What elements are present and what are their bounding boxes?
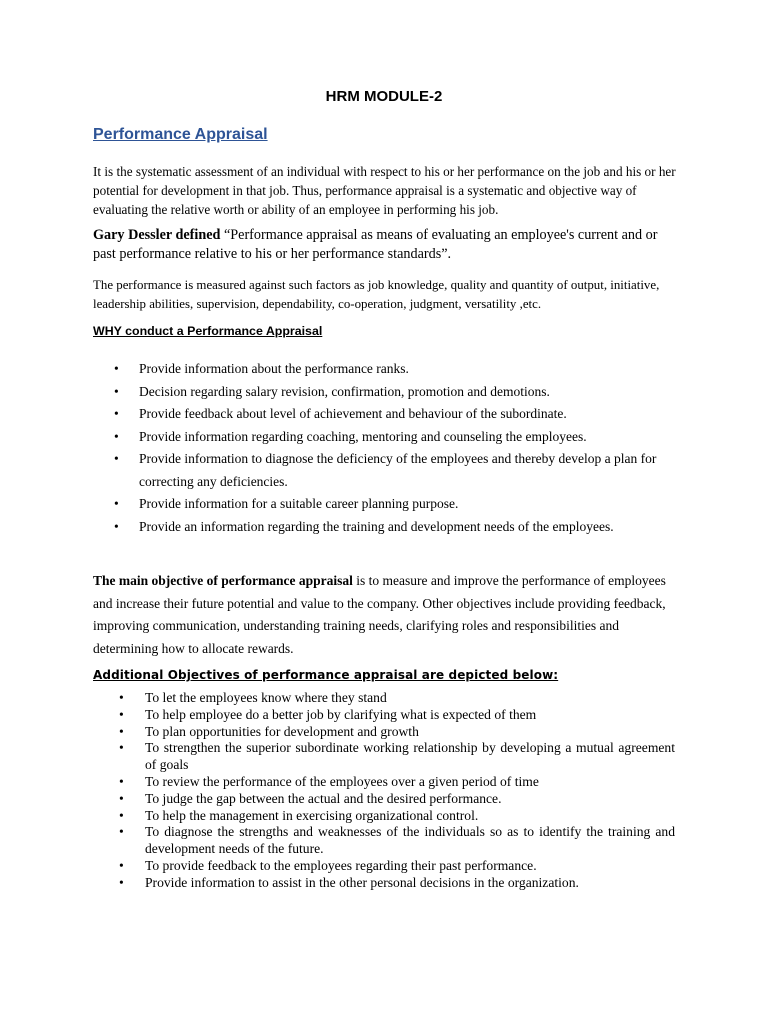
- list-item-text: Provide information to assist in the other personal decisions in the organization.: [145, 874, 579, 890]
- list-item: [93, 808, 675, 825]
- bullet-icon: •: [119, 874, 124, 890]
- additional-list: [93, 690, 675, 892]
- list-item-text: Provide feedback about level of achievement and behaviour of the subordinate.: [139, 406, 567, 421]
- list-item-text: To provide feedback to the employees regarding their past performance.: [145, 857, 537, 873]
- bullet-icon: •: [114, 518, 119, 534]
- list-item: [93, 875, 675, 892]
- list-item: [93, 858, 675, 875]
- why-list: [93, 358, 693, 538]
- list-item-text: Decision regarding salary revision, confirmation, promotion and demotions.: [139, 383, 550, 399]
- bullet-icon: •: [114, 451, 119, 466]
- list-item-text: Provide information regarding coaching, mentoring and counseling the employees.: [139, 428, 587, 444]
- list-item: [93, 493, 693, 516]
- bullet-icon: •: [119, 857, 124, 873]
- bullet-icon: •: [119, 790, 124, 806]
- list-item: [93, 448, 693, 493]
- list-item-text: Provide information to diagnose the deficiency of the employees and thereby develop a plan for correcting any deficiencies.: [139, 451, 657, 489]
- list-item: [93, 824, 675, 858]
- bullet-icon: •: [114, 361, 119, 376]
- dessler-paragraph: [93, 226, 683, 264]
- list-item: [93, 403, 693, 426]
- bullet-icon: •: [119, 723, 124, 739]
- list-item-text: To help employee do a better job by clarifying what is expected of them: [145, 706, 537, 722]
- bullet-icon: •: [119, 690, 124, 705]
- list-item: [93, 774, 675, 791]
- factors-paragraph: The performance is measured against such factors as job knowledge, quality and quantity of output, initiative, leadership abilities, supervision, dependability, co-operation, judgment, versatility ,etc.: [93, 278, 660, 311]
- bullet-icon: •: [119, 706, 124, 722]
- bullet-icon: •: [119, 773, 124, 789]
- dessler-quote: “Performance appraisal as means of evaluating an employee's current and or past performance relative to his or her performance standards”.: [93, 227, 658, 262]
- list-item-text: Provide information for a suitable career planning purpose.: [139, 496, 459, 511]
- list-item: [93, 516, 693, 539]
- list-item-text: To judge the gap between the actual and the desired performance.: [145, 790, 502, 806]
- dessler-name: Gary Dessler defined: [93, 227, 221, 243]
- list-item: [93, 740, 675, 774]
- list-item: [93, 724, 675, 741]
- additional-heading: Additional Objectives of performance appraisal are depicted below:: [93, 668, 559, 682]
- bullet-icon: •: [119, 824, 124, 840]
- page-title: HRM MODULE-2: [325, 88, 443, 105]
- list-item-text: To help the management in exercising organizational control.: [145, 807, 479, 823]
- bullet-icon: •: [114, 383, 119, 399]
- why-heading: WHY conduct a Performance Appraisal: [93, 324, 323, 338]
- bullet-icon: •: [114, 496, 119, 511]
- bullet-icon: •: [114, 406, 119, 421]
- bullet-icon: •: [119, 807, 124, 823]
- list-item-text: To strengthen the superior subordinate working relationship by developing a mutual agreement of goals: [145, 740, 675, 773]
- list-item-text: Provide an information regarding the training and development needs of the employees.: [139, 518, 614, 534]
- list-item-text: To diagnose the strengths and weaknesses of the individuals so as to identify the training and development needs of the future.: [145, 824, 675, 857]
- bullet-icon: •: [114, 428, 119, 444]
- objective-bold: The main objective of performance appraisal: [93, 573, 353, 588]
- list-item-text: To plan opportunities for development and growth: [145, 723, 419, 739]
- bullet-icon: •: [119, 740, 124, 756]
- list-item: [93, 426, 693, 449]
- objective-rest: is to measure and improve the performance of employees and increase their future potential and value to the company. Other objectives include providing feedback, improving communication, understanding training needs, clarifying roles and responsibilities and determining how to allocate rewards.: [93, 573, 666, 656]
- objective-paragraph: [93, 570, 683, 660]
- list-item: [93, 381, 693, 404]
- list-item-text: Provide information about the performance ranks.: [139, 361, 409, 376]
- list-item-text: To review the performance of the employees over a given period of time: [145, 773, 539, 789]
- list-item: [93, 791, 675, 808]
- section-heading: Performance Appraisal: [93, 126, 268, 143]
- list-item: [93, 707, 675, 724]
- list-item: [93, 690, 675, 707]
- intro-paragraph: It is the systematic assessment of an individual with respect to his or her performance on the job and his or her potential for development in that job. Thus, performance appraisal is a systematic and objective way of evaluating the relative worth or ability of an employee in performing his job.: [93, 164, 676, 217]
- list-item: [93, 358, 693, 381]
- list-item-text: To let the employees know where they stand: [145, 690, 387, 705]
